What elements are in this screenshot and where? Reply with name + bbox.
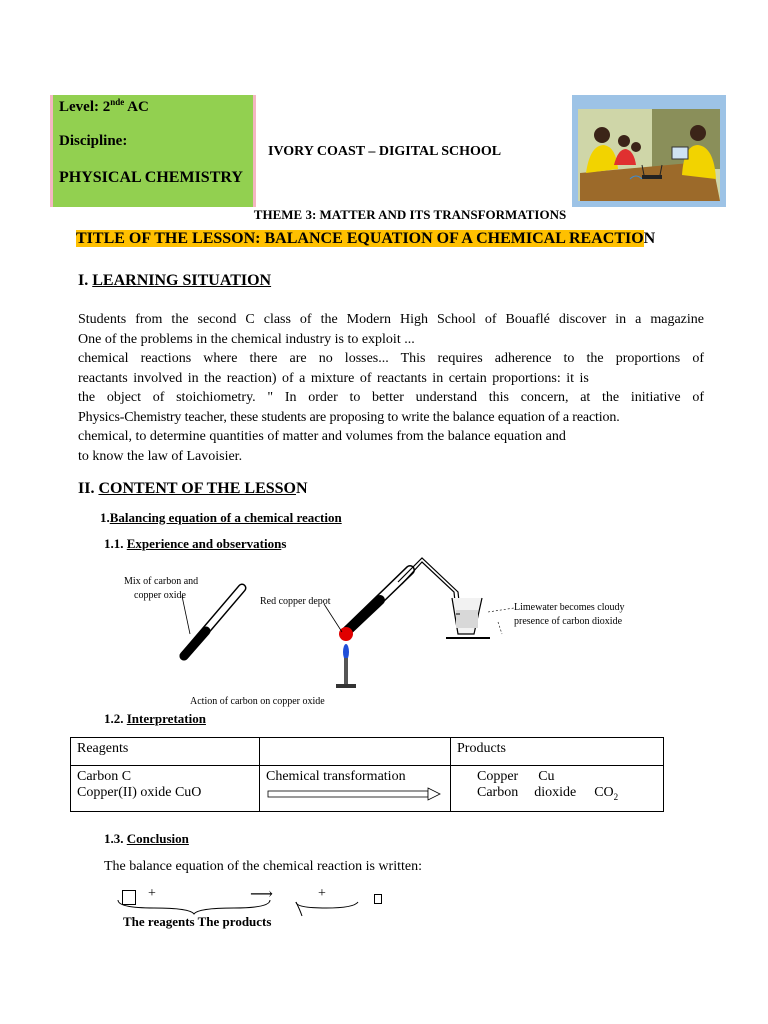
paragraph-line: One of the problems in the chemical industry is to exploit ... — [78, 331, 415, 347]
test-tube-mixture — [184, 588, 242, 656]
reagents-brace-icon — [118, 900, 270, 914]
subsection-interpretation-heading: 1.2. Interpretation — [104, 711, 206, 726]
header-reagents: Reagents — [71, 738, 260, 766]
paragraph-line: chemical, to determine quantities of matter and volumes from the balance equation and — [78, 429, 566, 444]
label-limewater-line1: Limewater becomes cloudy — [514, 602, 625, 613]
experiment-figure — [110, 552, 630, 708]
students-image — [572, 95, 726, 207]
learning-situation-text — [78, 310, 704, 466]
paragraph-line: reactants involved in the reaction) of a mixture of reactants in certain proportions: it is — [78, 370, 589, 386]
plus-sign: + — [318, 886, 326, 901]
subsection-conclusion-heading: 1.3. Conclusion — [104, 831, 189, 846]
subsection-balancing-heading: 1.Balancing equation of a chemical reaction — [100, 510, 342, 525]
section-content-heading: II. CONTENT OF THE LESSON — [78, 480, 308, 497]
figure-caption: Action of carbon on copper oxide — [190, 696, 325, 707]
limewater-beaker — [446, 598, 490, 638]
table-header-row — [71, 738, 664, 766]
discipline-label: Discipline: — [59, 133, 128, 149]
lesson-title-highlight: TITLE OF THE LESSON: BALANCE EQUATION OF A CHEMICAL REACTIO — [76, 230, 644, 247]
products-cell: Copper Cu Carbon dioxide $CO_2$ — [451, 766, 664, 812]
theme-heading: THEME 3: MATTER AND ITS TRANSFORMATIONS — [253, 207, 567, 222]
paragraph-line: chemical reactions where there are no losses... This requires adherence to the proportions of — [78, 351, 704, 366]
products-brace-icon — [296, 902, 358, 908]
plus-sign: + — [148, 886, 156, 901]
reaction-arrow-icon: ⟶ — [250, 886, 273, 903]
label-mixture-line1: Mix of carbon and — [124, 576, 199, 587]
paragraph-line: the object of stoichiometry. " In order to better understand this concern, at the initiative of — [78, 390, 704, 405]
label-mixture-line2: copper oxide — [134, 590, 186, 601]
paragraph-line: Physics-Chemistry teacher, these students are proposing to write the balance equation of a reaction. — [78, 409, 620, 425]
subsection-experience-heading: 1.1. Experience and observations — [104, 536, 287, 551]
lesson-title-tail: N — [643, 230, 656, 247]
school-name: IVORY COAST – DIGITAL SCHOOL — [268, 144, 502, 159]
transformation-arrow-icon — [266, 787, 444, 801]
interpretation-table — [70, 737, 664, 812]
section-learning-situation-heading: I. LEARNING SITUATION — [78, 272, 272, 289]
transformation-cell: Chemical transformation — [260, 766, 451, 812]
label-limewater-line2: presence of carbon dioxide — [514, 616, 623, 627]
reagents-cell: Carbon C Copper(II) oxide CuO — [71, 766, 260, 812]
level-line: Level: 2nde AC — [59, 97, 149, 115]
header-products: Products — [451, 738, 664, 766]
header-info-box — [50, 95, 256, 207]
classroom-illustration — [572, 95, 726, 207]
burner — [336, 644, 356, 688]
equation-caption: The reagents The products — [123, 914, 272, 929]
paragraph-line: to know the law of Lavoisier. — [78, 448, 243, 464]
table-row — [71, 766, 664, 812]
paragraph-line: Students from the second C class of the Modern High School of Bouaflé discover in a magazine — [78, 312, 704, 327]
conclusion-text: The balance equation of the chemical reaction is written: — [104, 859, 422, 874]
lesson-title — [76, 228, 655, 250]
label-red-copper: Red copper depot — [260, 596, 331, 607]
subject-name: PHYSICAL CHEMISTRY — [59, 169, 243, 186]
